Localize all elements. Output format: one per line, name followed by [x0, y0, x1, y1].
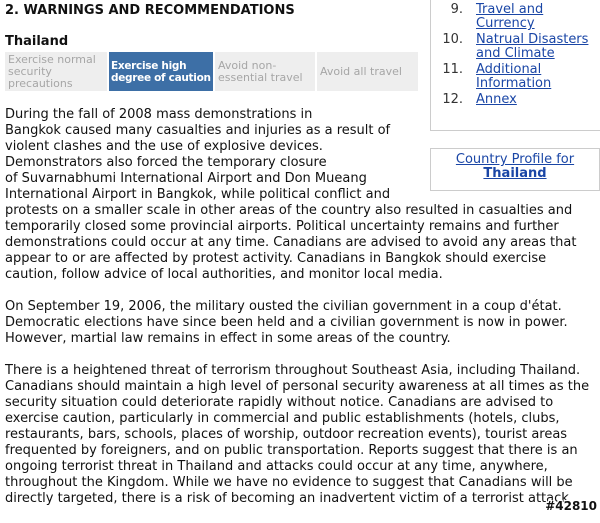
- country-name: Thailand: [5, 34, 69, 49]
- toc-item: [431, 3, 600, 31]
- country-profile-label[interactable]: Country Profile for: [455, 152, 575, 167]
- toc-link-natural-disasters-and-climate[interactable]: Natrual Disasters and Climate: [476, 32, 589, 61]
- toc-link-travel-and-currency[interactable]: Travel and Currency: [476, 2, 544, 31]
- risk-level-normal-precautions: [5, 52, 107, 91]
- paragraph-coup: On September 19, 2006, the military ousted the civilian government in a coup d'état. Democratic elections have since been held and a civilian government is now in power. However, martial law remains in effect in some areas of the country.: [5, 299, 568, 346]
- toc-item: [431, 93, 600, 107]
- risk-level-scale: [5, 52, 418, 91]
- paragraph-demonstrations: During the fall of 2008 mass demonstrations in Bangkok caused many casualties and injuries as a result of violent clashes and the use of explosive devices. Demonstrators also forced the temporary closure of Suvarnabhumi International Airport and Don Mueang International Airport in Bangkok, while political conflict and protests on a smaller scale in other areas of the country also resulted in casualties and temporarily closed some provincial airports. Political uncertainty remains and further demonstrations could occur at any time. Canadians are advised to avoid any areas that appear to or are affected by protest activity. Canadians in Bangkok should exercise caution, follow advice of local authorities, and monitor local media.: [5, 107, 577, 282]
- paragraph-terrorism: There is a heightened threat of terrorism throughout Southeast Asia, including Thailand. Canadians should maintain a high level of personal security awareness at all times as the security situation could deteriorate rapidly without notice. Canadians are advised to exercise caution, particularly in commercial and public establishments (hotels, clubs, restaurants, bars, schools, places of worship, outdoor recreation events), tourist areas frequented by foreigners, and on public transportation. Reports suggest that there is an ongoing terrorist threat in Thailand and attacks could occur at any time, anywhere, throughout the Kingdom. While we have no evidence to suggest that Canadians will be directly targeted, there is a risk of becoming an inadvertent victim of a terrorist attack: [5, 363, 590, 506]
- country-profile-country[interactable]: Thailand: [483, 166, 547, 181]
- toc-item-number: 10.: [442, 32, 463, 47]
- image-id-label: #42810: [545, 499, 597, 513]
- risk-level-avoid-non-essential: [215, 52, 315, 91]
- toc-link-annex[interactable]: Annex: [476, 92, 517, 107]
- toc-item: [431, 63, 600, 91]
- risk-level-label: Exercise normal security precautions: [8, 52, 96, 90]
- risk-level-label: Exercise high degree of caution: [111, 59, 211, 84]
- toc-link-additional-information[interactable]: Additional Information: [476, 62, 552, 91]
- toc-item-number: 12.: [442, 92, 463, 107]
- country-profile-link[interactable]: [431, 153, 599, 181]
- table-of-contents: [430, 0, 600, 131]
- toc-item-number: 11.: [442, 62, 463, 77]
- risk-level-label: Avoid non-essential travel: [218, 58, 303, 84]
- toc-item-number: 9.: [450, 2, 463, 17]
- toc-item: [431, 33, 600, 61]
- section-heading: 2. WARNINGS AND RECOMMENDATIONS: [5, 3, 295, 18]
- risk-level-high-caution: [109, 52, 213, 91]
- country-profile-box: [430, 148, 600, 191]
- risk-level-avoid-all: [317, 52, 418, 91]
- risk-level-label: Avoid all travel: [320, 64, 402, 78]
